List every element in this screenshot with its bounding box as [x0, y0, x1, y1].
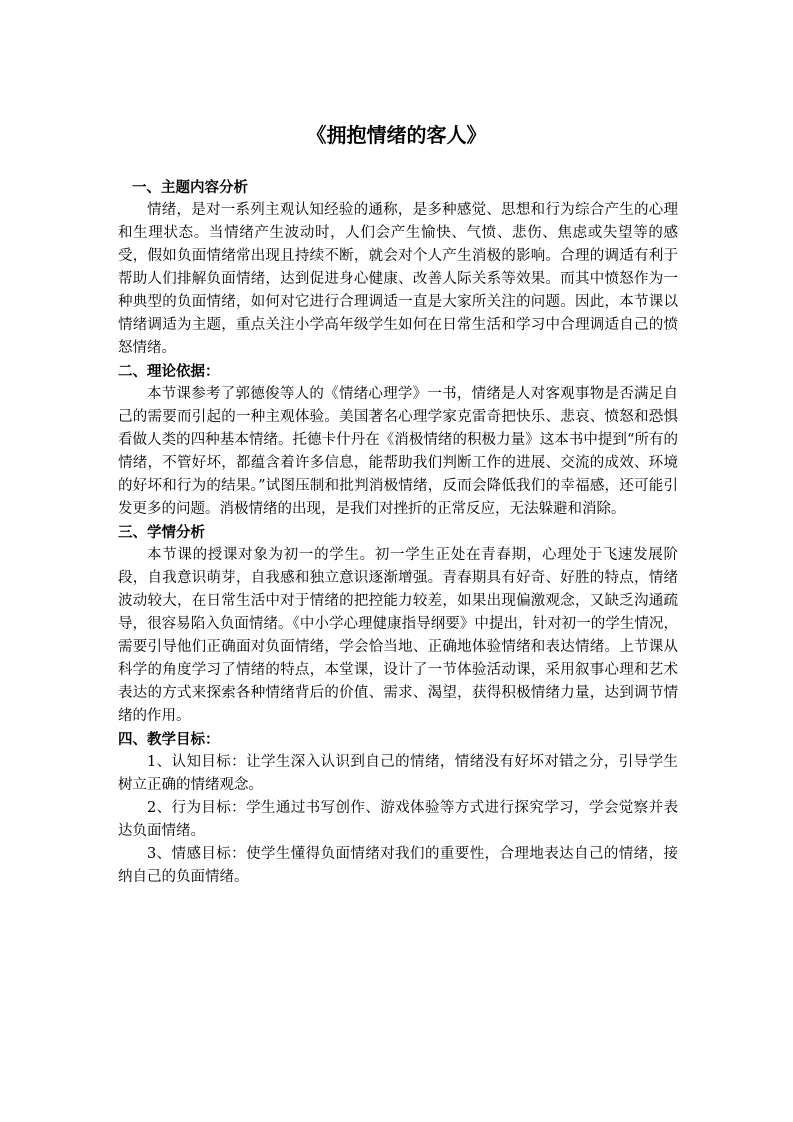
goal-cognitive: 1、认知目标：让学生深入认识到自己的情绪，情绪没有好坏对错之分，引导学生树立正确的情绪观念。 — [118, 754, 678, 793]
goal-emotional: 3、情感目标：使学生懂得负面情绪对我们的重要性，合理地表达自己的情绪，接纳自己的负面情绪。 — [118, 846, 678, 885]
section-heading-theoretical-basis: 二、理论依据： — [118, 363, 220, 380]
document-title: 《拥抱情绪的客人》 — [306, 123, 487, 147]
paragraph-topic-analysis: 情绪，是对一系列主观认知经验的通称，是多种感觉、思想和行为综合产生的心理和生理状态。当情绪产生波动时，人们会产生愉快、气愤、悲伤、焦虑或失望等的感受，假如负面情绪常出现且持续不断，就会对个人产生消极的影响。合理的调适有利于帮助人们排解负面情绪，达到促进身心健康、改善人际关系等效果。而其中愤怒作为一种典型的负面情绪，如何对它进行合理调适一直是大家所关注的问题。因此，本节课以情绪调适为主题，重点关注小学高年级学生如何在日常生活和学习中合理调适自己的愤怒情绪。 — [118, 202, 678, 356]
paragraph-student-analysis: 本节课的授课对象为初一的学生。初一学生正处在青春期，心理处于飞速发展阶段，自我意识萌芽，自我感和独立意识逐渐增强。青春期具有好奇、好胜的特点，情绪波动较大，在日常生活中对于情绪的把控能力较差，如果出现偏激观念，又缺乏沟通疏导，很容易陷入负面情绪。《中小学心理健康指导纲要》中提出，针对初一的学生情况，需要引导他们正确面对负面情绪，学会恰当地、正确地体验情绪和表达情绪。上节课从科学的角度学习了情绪的特点，本堂课，设计了一节体验活动课，采用叙事心理和艺术表达的方式来探索各种情绪背后的价值、需求、渴望，获得积极情绪力量，达到调节情绪的作用。 — [118, 547, 678, 724]
section-heading-topic-analysis: 一、主题内容分析 — [132, 179, 248, 196]
section-heading-teaching-goals: 四、教学目标： — [118, 731, 220, 748]
section-heading-student-analysis: 三、学情分析 — [118, 524, 205, 541]
paragraph-theoretical-basis: 本节课参考了郭德俊等人的《情绪心理学》一书，情绪是人对客观事物是否满足自己的需要而引起的一种主观体验。美国著名心理学家克雷奇把快乐、悲哀、愤怒和恐惧看做人类的四种基本情绪。托德卡什丹在《消极情绪的积极力量》这本书中提到“所有的情绪，不管好坏，都蕴含着许多信息，能帮助我们判断工作的进展、交流的成效、环境的好坏和行为的结果。”试图压制和批判消极情绪，反而会降低我们的幸福感，还可能引发更多的问题。消极情绪的出现，是我们对挫折的正常反应，无法躲避和消除。 — [118, 386, 678, 517]
document-body — [118, 176, 678, 889]
goal-behavioral: 2、行为目标：学生通过书写创作、游戏体验等方式进行探究学习，学会觉察并表达负面情绪。 — [118, 800, 678, 839]
